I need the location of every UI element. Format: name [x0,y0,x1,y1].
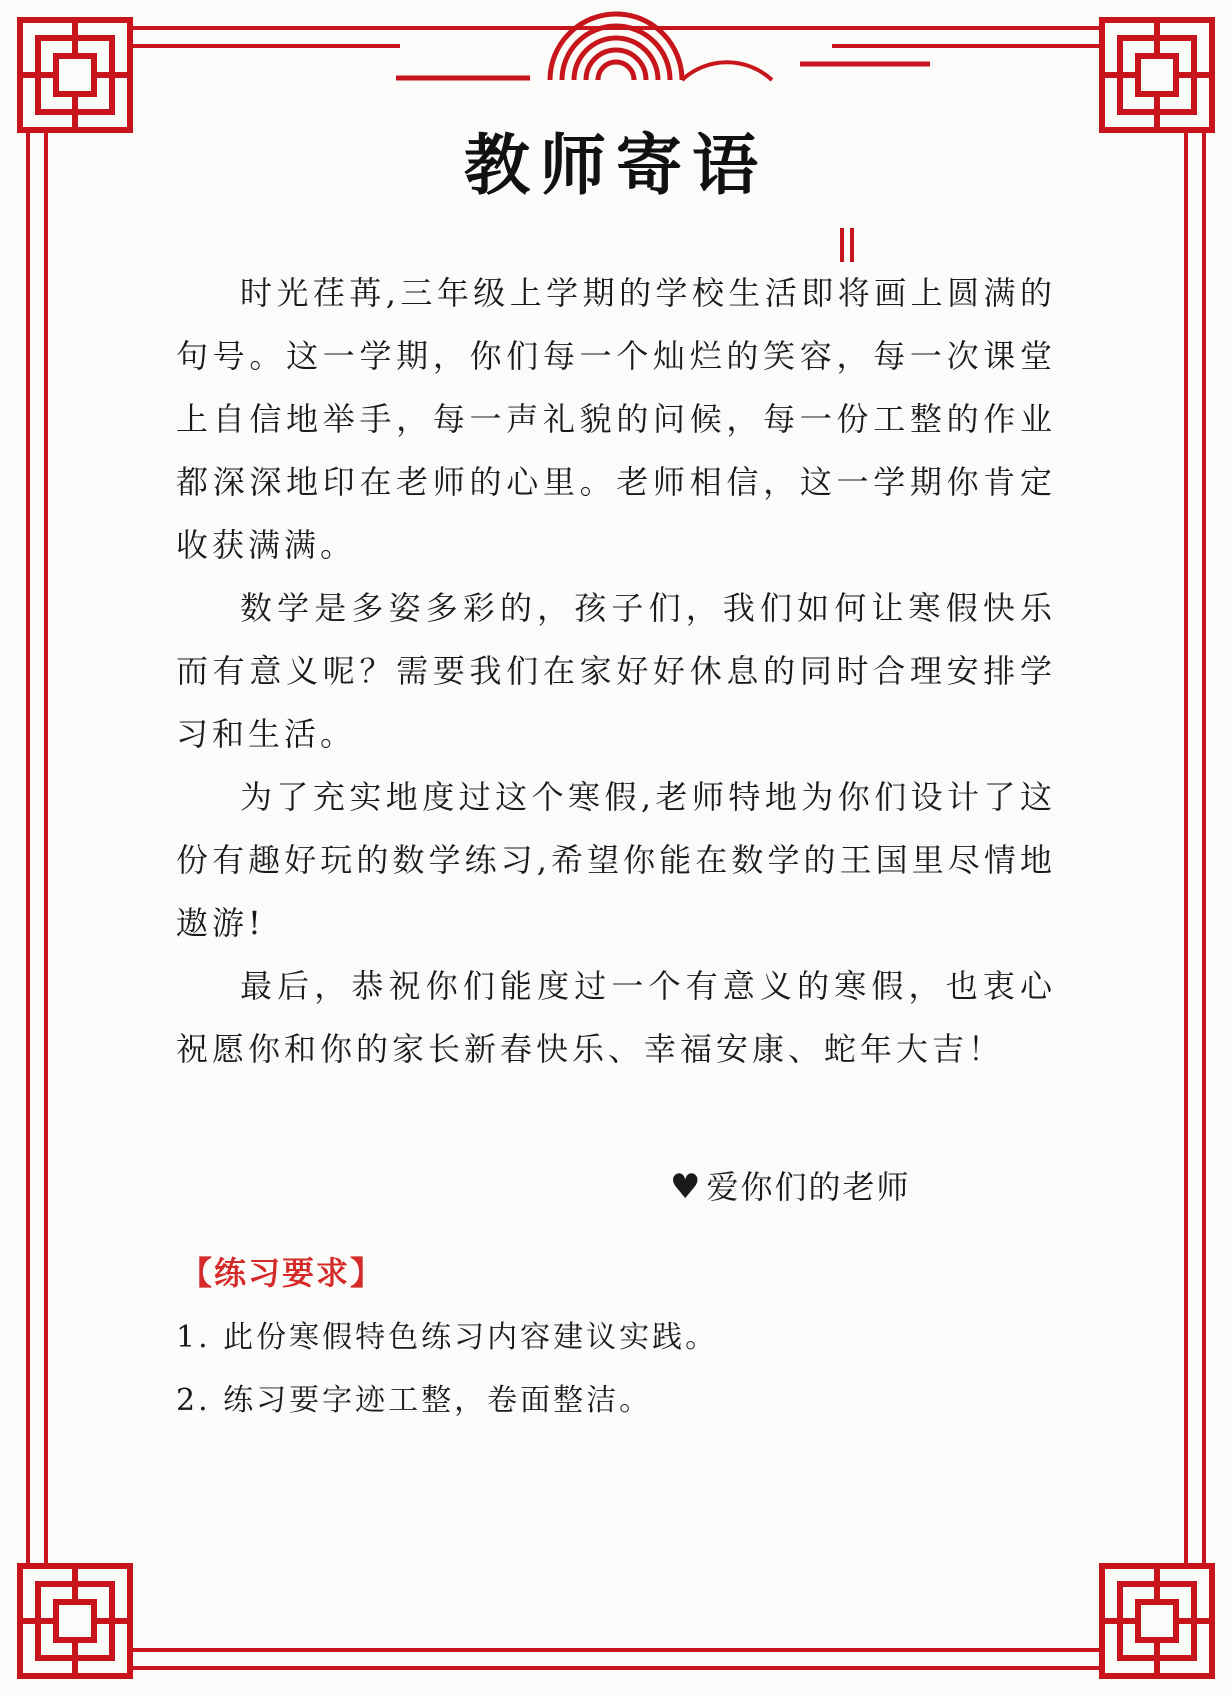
paragraph-2: 数学是多姿多彩的，孩子们，我们如何让寒假快乐而有意义呢？需要我们在家好好休息的同时合理安排学习和生活。 [176,589,1056,753]
letter-body [176,262,1056,1081]
requirements-list [176,1306,1056,1432]
requirement-item-1: 1. 此份寒假特色练习内容建议实践。 [176,1320,719,1355]
requirements-title: 【练习要求】 [180,1254,385,1292]
signature [670,1162,911,1208]
page-title: 教师寄语 [464,126,768,204]
paragraph-4: 最后，恭祝你们能度过一个有意义的寒假，也衷心祝愿你和你的家长新春快乐、幸福安康、蛇年大吉！ [176,967,1056,1068]
paragraph-3: 为了充实地度过这个寒假,老师特地为你们设计了这份有趣好玩的数学练习,希望你能在数学的王国里尽情地遨游! [176,778,1056,942]
paragraph-1: 时光荏苒,三年级上学期的学校生活即将画上圆满的句号。这一学期，你们每一个灿烂的笑容，每一次课堂上自信地举手，每一声礼貌的问候，每一份工整的作业都深深地印在老师的心里。老师相信，这一学期你肯定收获满满。 [176,274,1056,564]
signature-text: 爱你们的老师 [706,1168,911,1206]
requirement-item-2: 2. 练习要字迹工整，卷面整洁。 [176,1383,653,1418]
heart-icon: ♥ [670,1167,703,1207]
arc-ornament [550,14,772,80]
